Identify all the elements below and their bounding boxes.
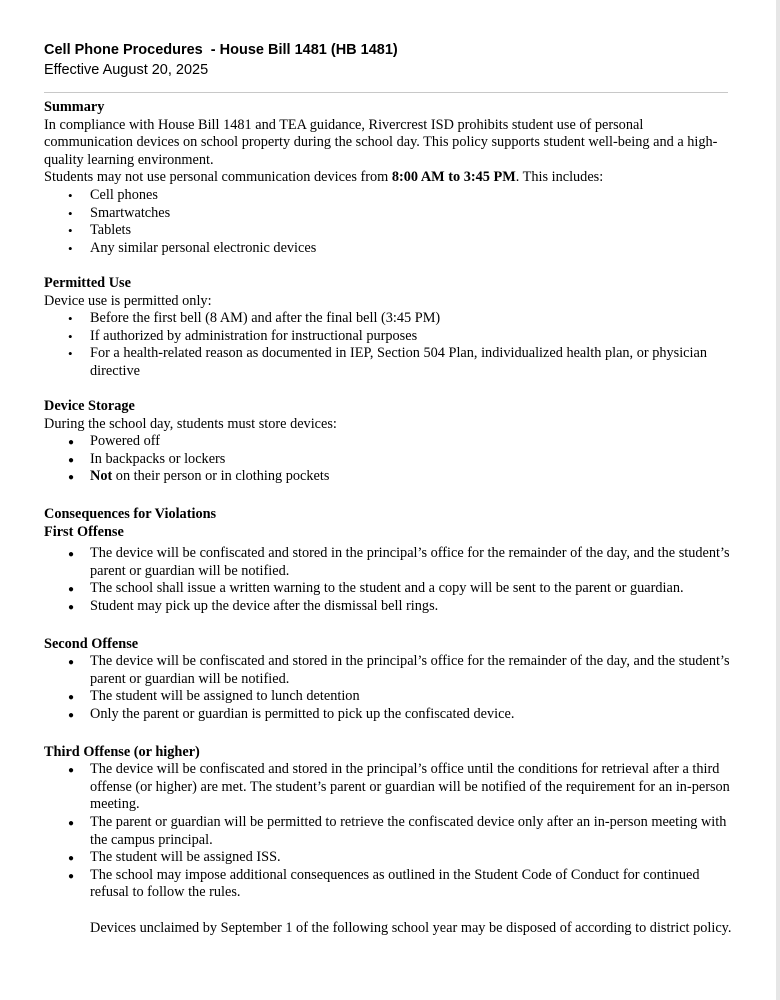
restriction-time: 8:00 AM to 3:45 PM — [391, 169, 516, 186]
summary-heading: Summary — [44, 99, 105, 115]
device-list — [44, 187, 734, 257]
list-item: ● The student will be assigned ISS. — [90, 849, 734, 867]
list-item: ● The device will be confiscated and stored in the principal’s office for the remainder of the day, and the student’s parent or guardian will be notified. — [90, 653, 734, 688]
list-item: ● The school shall issue a written warning to the student and a copy will be sent to the parent or guardian. — [90, 580, 734, 598]
device-storage-intro: During the school day, students must store devices: — [44, 415, 337, 432]
consequences-heading: Consequences for Violations — [44, 506, 217, 523]
permitted-use-intro: Device use is permitted only: — [44, 292, 212, 309]
restriction-prefix: Students may not use personal communication devices from — [44, 169, 392, 186]
horizontal-divider — [44, 92, 728, 93]
second-offense-list — [44, 653, 734, 723]
list-item: • Before the first bell (8 AM) and after the final bell (3:45 PM) — [90, 310, 734, 328]
summary-restriction — [44, 169, 734, 187]
list-item: • Cell phones — [90, 187, 734, 205]
storage-last-rest: on their person or in clothing pockets — [112, 468, 330, 485]
list-item: • Smartwatches — [90, 205, 734, 223]
page-edge-shadow — [776, 0, 780, 1000]
first-offense-heading: First Offense — [44, 523, 124, 540]
list-item: ● The school may impose additional consequences as outlined in the Student Code of Conduct for continued refusal to follow the rules. — [90, 867, 734, 902]
list-item: ● The student will be assigned to lunch detention — [90, 688, 734, 706]
list-item: ● The device will be confiscated and stored in the principal’s office for the remainder of the day, and the student’s parent or guardian will be notified. — [90, 545, 734, 580]
list-item — [90, 468, 734, 486]
permitted-use-list — [44, 310, 734, 380]
device-storage-heading: Device Storage — [44, 398, 135, 415]
summary-intro: In compliance with House Bill 1481 and TEA guidance, Rivercrest ISD prohibits student use of personal communication devices on school property during the school day. This policy supports student well-being and a high-quality learning environment. — [44, 116, 718, 168]
list-item: ● In backpacks or lockers — [90, 451, 734, 469]
first-offense-list — [44, 545, 734, 615]
restriction-suffix: . This includes: — [515, 169, 604, 186]
third-offense-list — [44, 761, 734, 902]
not-emphasis: Not — [90, 468, 113, 485]
third-offense-heading: Third Offense (or higher) — [44, 743, 200, 760]
permitted-use-heading: Permitted Use — [44, 274, 131, 291]
list-item: ● Only the parent or guardian is permitted to pick up the confiscated device. — [90, 706, 734, 724]
document-title: Cell Phone Procedures - House Bill 1481 (HB 1481) — [44, 42, 398, 58]
list-item: ● The device will be confiscated and stored in the principal’s office until the conditions for retrieval after a third offense (or higher) are met. The student’s parent or guardian will be notified of the requirement for an in-person meeting. — [90, 761, 734, 814]
list-item: • If authorized by administration for instructional purposes — [90, 328, 734, 346]
second-offense-heading: Second Offense — [44, 635, 139, 652]
list-item: ● Powered off — [90, 433, 734, 451]
effective-date: Effective August 20, 2025 — [44, 62, 209, 78]
list-item: • For a health-related reason as documented in IEP, Section 504 Plan, individualized health plan, or physician directive — [90, 345, 734, 380]
list-item: • Tablets — [90, 222, 734, 240]
unclaimed-devices-note: Devices unclaimed by September 1 of the following school year may be disposed of according to district policy. — [90, 919, 732, 936]
list-item: • Any similar personal electronic devices — [90, 240, 734, 258]
device-storage-list — [44, 433, 734, 486]
list-item: ● Student may pick up the device after the dismissal bell rings. — [90, 598, 734, 616]
list-item: ● The parent or guardian will be permitted to retrieve the confiscated device only after an in-person meeting with the campus principal. — [90, 814, 734, 849]
document-page — [44, 40, 734, 937]
